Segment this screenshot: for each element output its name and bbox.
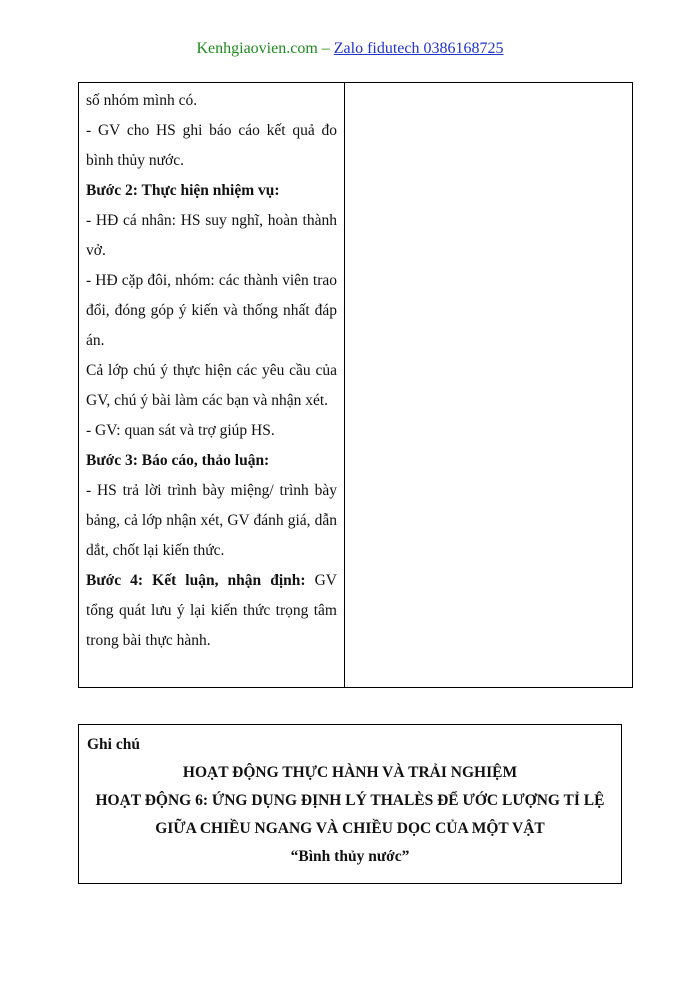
paragraph: - HS trả lời trình bày miệng/ trình bày bảng, cả lớp nhận xét, GV đánh giá, dẫn dắt, chốt lại kiến thức. — [86, 482, 337, 559]
paragraph: Cả lớp chú ý thực hiện các yêu cầu của GV, chú ý bài làm các bạn và nhận xét. — [86, 362, 337, 409]
step3-heading: Bước 3: Báo cáo, thảo luận: — [86, 452, 270, 469]
activity-table-right-cell — [345, 83, 632, 687]
paragraph: - HĐ cặp đôi, nhóm: các thành viên trao đổi, đóng góp ý kiến và thống nhất đáp án. — [86, 272, 337, 349]
note-heading-2: HOẠT ĐỘNG 6: ỨNG DỤNG ĐỊNH LÝ THALÈS ĐỂ ƯỚC LƯỢNG TỈ LỆ GIỮA CHIỀU NGANG VÀ CHIỀU DỌC CỦA MỘT VẬT — [95, 792, 605, 837]
paragraph: - GV cho HS ghi báo cáo kết quả đo bình thủy nước. — [86, 122, 337, 169]
header-zalo-link[interactable]: Zalo fidutech 0386168725 — [333, 40, 504, 57]
note-heading-1: HOẠT ĐỘNG THỰC HÀNH VÀ TRẢI NGHIỆM — [182, 764, 518, 781]
activity-table-left-cell — [79, 83, 345, 687]
step4-heading: Bước 4: Kết luận, nhận định: — [86, 572, 306, 589]
paragraph: - HĐ cá nhân: HS suy nghĩ, hoàn thành vở. — [86, 212, 337, 259]
page-header — [0, 40, 700, 58]
note-label: Ghi chú — [87, 736, 140, 753]
paragraph: số nhóm mình có. — [86, 92, 198, 109]
note-box — [78, 724, 622, 884]
step2-heading: Bước 2: Thực hiện nhiệm vụ: — [86, 182, 280, 199]
note-heading-3: “Bình thủy nước” — [290, 848, 410, 865]
header-separator: – — [317, 40, 334, 57]
paragraph: - GV: quan sát và trợ giúp HS. — [86, 422, 275, 439]
step4-paragraph: Bước 4: Kết luận, nhận định: GV tổng quát lưu ý lại kiến thức trọng tâm trong bài thực hành. — [86, 572, 337, 649]
activity-table — [78, 82, 633, 688]
header-site: Kenhgiaovien.com — [196, 40, 318, 57]
